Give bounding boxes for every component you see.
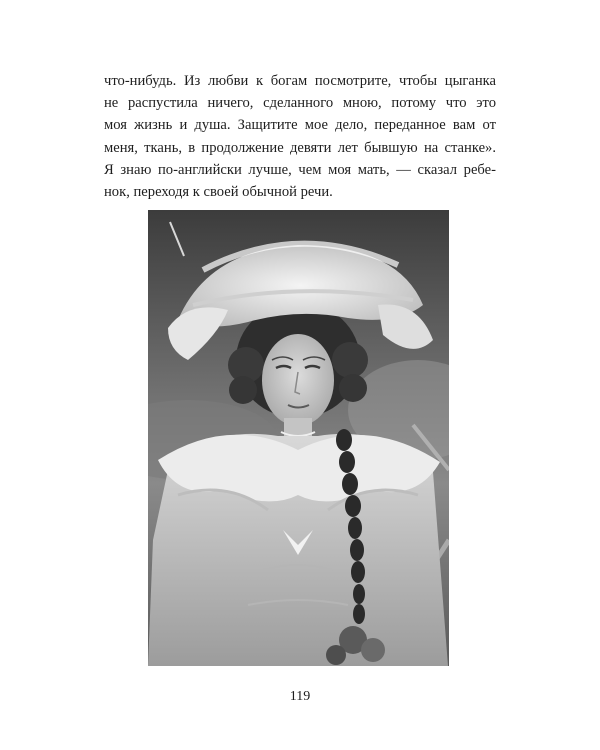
- text-line: не распустила ничего, сделанного мною, потому что это: [104, 95, 496, 112]
- text-line: Я знаю по-английски лучше, чем моя мать, — сказал ребе-: [104, 161, 496, 178]
- text-line: нок, переходя к своей обычной речи.: [104, 183, 333, 200]
- portrait-illustration: [148, 210, 449, 666]
- text-line: меня, ткань, в продолжение девяти лет бывшую на станке».: [104, 139, 496, 156]
- body-text: [104, 70, 496, 203]
- page-number: 119: [289, 689, 311, 704]
- portrait-photo: [148, 210, 449, 666]
- text-line: моя жизнь и душа. Защитите мое дело, переданное вам от: [104, 117, 496, 134]
- text-line: что-нибудь. Из любви к богам посмотрите, чтобы цыганка: [104, 73, 496, 89]
